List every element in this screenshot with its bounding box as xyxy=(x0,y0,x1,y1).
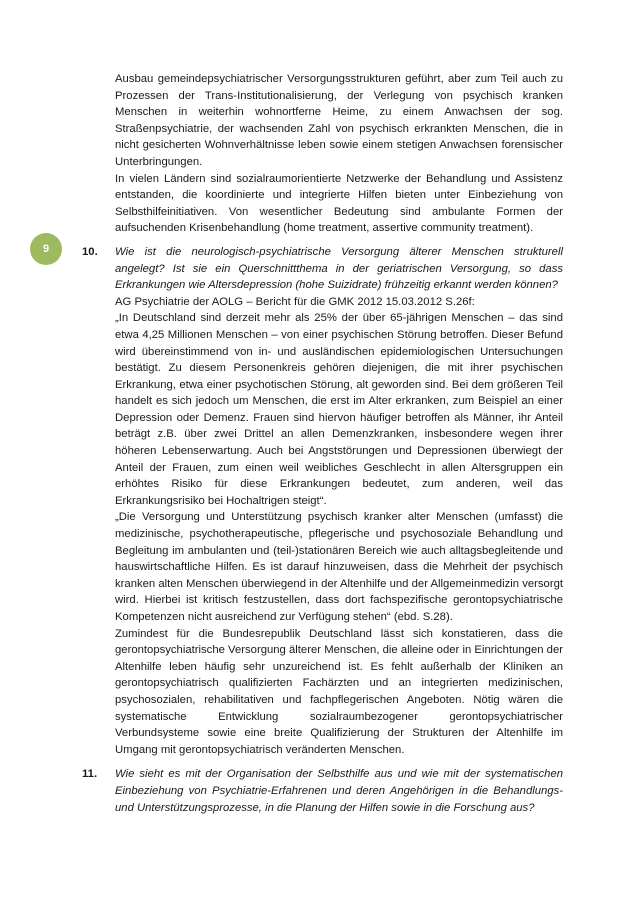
conclusion-paragraph: Zumindest für die Bundesrepublik Deutschland lässt sich konstatieren, dass die gerontopsychiatrische Versorgung älterer Menschen, die alleine oder in Einrichtungen der Altenhilfe leben häufig sehr unzureichend ist. Es fehlt außerhalb der Kliniken an gerontopsychiatrisch qualifizierten Fachärzten und an integrierten medizinischen, psychosozialen, rehabilitativen und fachpflegerischen Angeboten. Nötig wären die systematische Entwicklung sozialraumbezogener gerontopsychiatrischer Verbundsysteme sowie eine breite Qualifizierung der Strukturen der Altenhilfe im Umgang mit gerontopsychiatrisch veränderten Menschen. xyxy=(115,627,563,756)
page-number-badge xyxy=(30,233,62,265)
question-11-text: Wie sieht es mit der Organisation der Selbsthilfe aus und wie mit der systematischen Einbeziehung von Psychiatrie-Erfahrenen und deren Angehörigen in die Behandlungs- und Unterstützungsprozesse, in die Planung der Hilfen sowie in die Forschung aus? xyxy=(115,768,563,814)
source-line: AG Psychiatrie der AOLG – Bericht für die GMK 2012 15.03.2012 S.26f: xyxy=(115,295,475,308)
question-10-text: Wie ist die neurologisch-psychiatrische Versorgung älterer Menschen strukturell angelegt? Ist sie ein Querschnittthema in der geriatrischen Versorgung, so dass Erkrankungen wie Altersdepression (hohe Suizidrate) frühzeitig erkannt werden können? xyxy=(115,245,563,292)
intro-paragraph-1: Ausbau gemeindepsychiatrischer Versorgungsstrukturen geführt, aber zum Teil auch zu Prozessen der Trans-Institutionalisierung, der Verlegung von psychisch kranken Menschen in weiterhin wohnortferne Heime, zu einem Anwachsen der sog. Straßenpsychiatrie, der wachsenden Zahl von psychisch erkrankten Menschen, die in nicht gesicherten Wohnverhältnisse leben sowie einem stetigen Anwachsen forensischer Unterbringungen. xyxy=(115,73,563,168)
question-10-number: 10. xyxy=(82,245,98,258)
document-body xyxy=(82,71,563,816)
page-number: 9 xyxy=(42,243,50,255)
question-11-number: 11. xyxy=(82,768,98,781)
question-11 xyxy=(82,766,563,816)
question-10 xyxy=(82,244,563,294)
quote-1: „In Deutschland sind derzeit mehr als 25% der über 65-jährigen Menschen – das sind etwa 4,25 Millionen Menschen – von einer psychischen Störung betroffen. Dieser Befund wird übereinstimmend von in- und ausländischen epidemiologischen Untersuchungen bestätigt. Zu diesem Personenkreis gehören diejenigen, die mit ihrer psychischen Erkrankung, etwa einer psychotischen Störung, alt geworden sind. Bei dem größeren Teil handelt es sich jedoch um Menschen, die erst im Alter erkranken, zum Beispiel an einer Depression oder Demenz. Frauen sind hiervon häufiger betroffen als Männer, ihr Anteil beträgt z.B. über zwei Drittel an allen Demenzkranken, insbesondere wegen ihrer höheren Lebenserwartung. Auch bei Angststörungen und Depressionen überwiegt der Anteil der Frauen, zum einen weil weibliches Geschlecht in allen Altersgruppen ein erhöhtes Risiko für diese Erkrankungen bedeutet, zum anderen, weil das Erkrankungsrisiko bei Hochaltrigen steigt“. xyxy=(115,312,563,507)
quote-2: „Die Versorgung und Unterstützung psychisch kranker alter Menschen (umfasst) die medizinische, psychotherapeutische, pflegerische und psychosoziale Behandlung und Begleitung im ambulanten und (teil-)stationären Bereich wie auch alltagsbegleitende und hauswirtschaftliche Hilfen. Es ist darauf hinzuweisen, dass die Mehrheit der psychisch kranken alten Menschen überwiegend in der Altenhilfe und der Allgemeinmedizin versorgt wird. Hierbei ist kritisch festzustellen, dass dort fachspezifische gerontopsychiatrische Kompetenzen nicht ausreichend zur Verfügung stehen“ (ebd. S.28). xyxy=(115,511,563,623)
intro-paragraph-2: In vielen Ländern sind sozialraumorientierte Netzwerke der Behandlung und Assistenz entstanden, die koordinierte und integrierte Hilfen bieten unter Einbeziehung von Selbsthilfeinitiativen. Von wesentlicher Bedeutung sind ambulante Formen der aufsuchenden Krisenbehandlung (home treatment, assertive community treatment). xyxy=(115,172,563,235)
